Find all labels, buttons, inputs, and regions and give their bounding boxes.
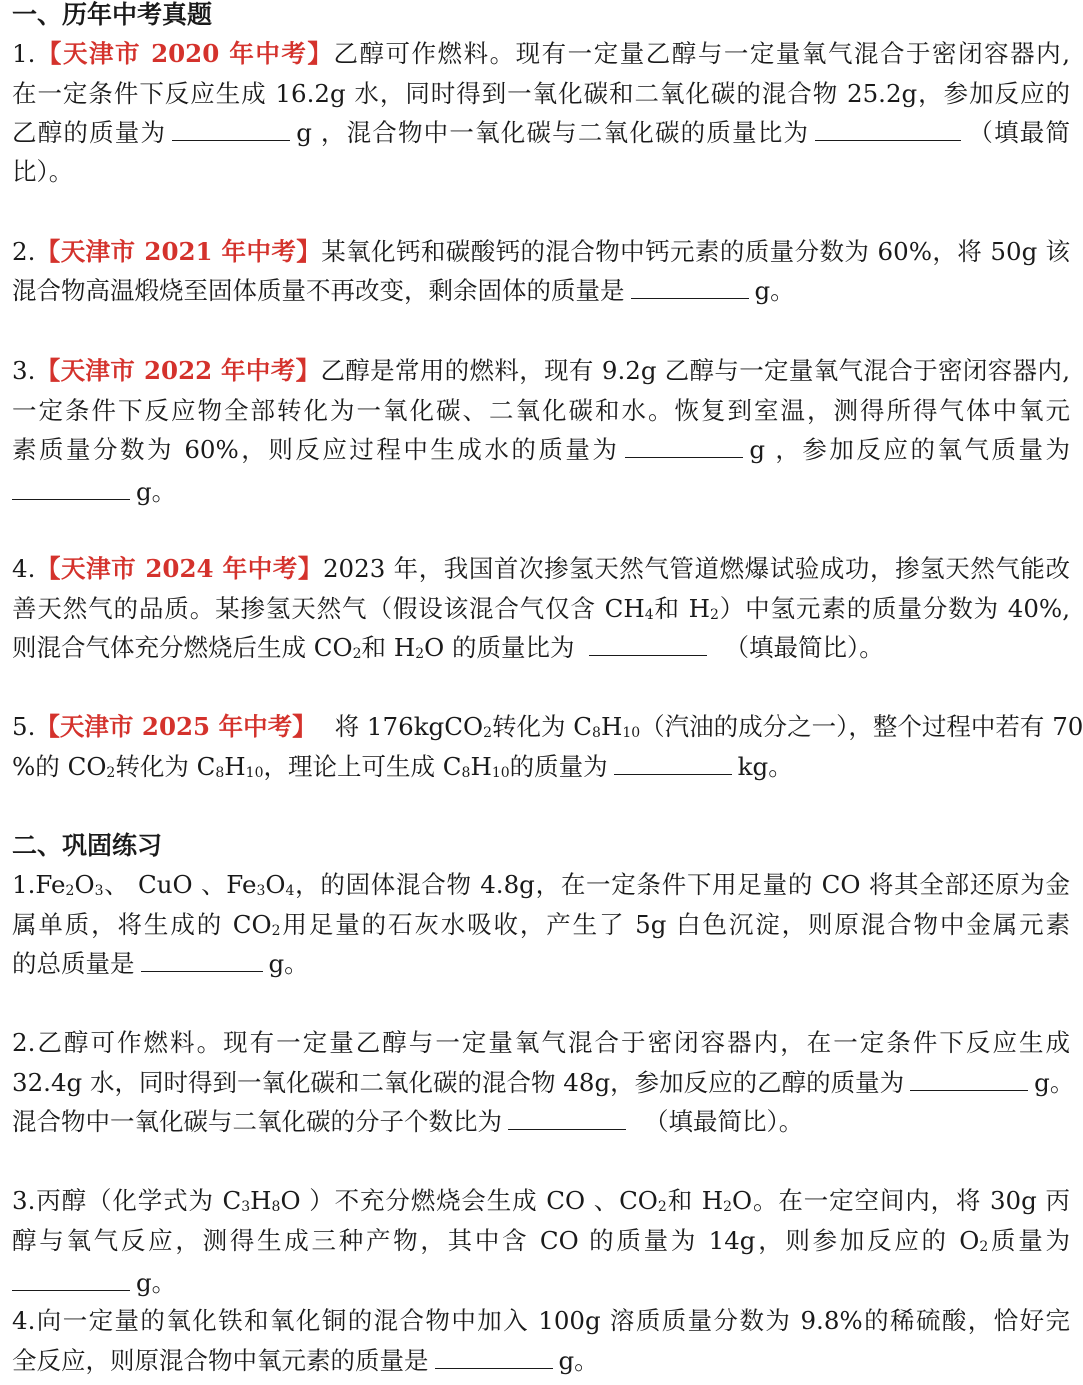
exercise-2-line-2: [12, 1068, 1075, 1098]
section-heading-1: 一、历年中考真题: [12, 0, 213, 29]
answer-blank[interactable]: [435, 1346, 553, 1369]
answer-blank[interactable]: [614, 752, 732, 775]
question-text: g ，参加反应的氧气质量为: [749, 435, 1070, 464]
subscript: 2: [106, 765, 116, 781]
question-3-line-2: 一定条件下反应物全部转化为一氧化碳、二氧化碳和水。恢复到室温，测得所得气体中氧元: [12, 396, 1070, 425]
exercise-1-line-1: [12, 870, 1070, 900]
question-text: g。: [754, 276, 795, 305]
subscript: 2: [723, 1199, 733, 1215]
subscript: 2: [979, 1239, 989, 1255]
question-text: O: [265, 870, 286, 899]
exercise-3-line-2: [12, 1226, 1070, 1256]
question-text: 乙醇可作燃料。现有一定量乙醇与一定量氧气混合于密闭容器内,: [333, 39, 1070, 68]
question-text: 用足量的石灰水吸收，产生了 5g 白色沉淀，则原混合物中金属元素: [280, 910, 1070, 939]
question-text: 善天然气的品质。某掺氢天然气（假设该混合气仅含 CH: [12, 594, 645, 623]
question-3-line-3: [12, 435, 1070, 465]
subscript: 2: [709, 607, 719, 623]
question-text: O 的质量比为: [424, 633, 575, 662]
subscript: 8: [271, 1199, 281, 1215]
subscript: 3: [94, 883, 104, 899]
subscript: 2: [483, 725, 492, 741]
subscript: 4: [644, 607, 654, 623]
question-text: 质量为: [988, 1226, 1070, 1255]
answer-blank[interactable]: [12, 1268, 130, 1291]
question-1-line-4: 比）。: [12, 157, 74, 186]
answer-blank[interactable]: [589, 633, 707, 656]
answer-blank[interactable]: [12, 477, 130, 500]
question-text: 全反应，则原混合物中氧元素的质量是: [12, 1346, 429, 1375]
subscript: 10: [245, 765, 264, 781]
exam-source-tag: 【天津市 2021 年中考】: [35, 237, 322, 266]
subscript: 3: [256, 883, 266, 899]
exam-source-tag: 【天津市 2022 年中考】: [35, 356, 321, 385]
question-text: g ，混合物中一氧化碳与二氧化碳的质量比为: [296, 118, 810, 147]
question-text: O ）不充分燃烧会生成 CO 、CO: [280, 1186, 658, 1215]
question-text: 醇与氧气反应，测得生成三种产物，其中含 CO 的质量为 14g，则参加反应的 O: [12, 1226, 980, 1255]
answer-blank[interactable]: [508, 1107, 626, 1130]
question-text: kg。: [737, 752, 793, 781]
question-text: O。在一定空间内，将 30g 丙: [732, 1186, 1070, 1215]
question-3-line-1: [12, 356, 1070, 386]
question-2-line-1: [12, 237, 1070, 267]
question-text: （填最简: [967, 118, 1070, 147]
subscript: 4: [285, 883, 295, 899]
exercise-4-line-1: 4.向一定量的氧化铁和氧化铜的混合物中加入 100g 溶质质量分数为 9.8%的稀硫酸，恰好完: [12, 1306, 1070, 1335]
question-text: （填最简比）。: [724, 633, 884, 662]
subscript: 10: [622, 725, 641, 741]
exam-source-tag: 【天津市 2020 年中考】: [35, 39, 334, 68]
question-text: 某氧化钙和碳酸钙的混合物中钙元素的质量分数为 60%，将 50g 该: [321, 237, 1070, 266]
question-5-line-1: [12, 712, 1083, 742]
question-text: 和 H: [361, 633, 416, 662]
exercise-3-line-1: [12, 1186, 1070, 1216]
answer-blank[interactable]: [172, 118, 290, 141]
question-text: 、 CuO 、Fe: [103, 870, 257, 899]
exercise-2-line-3: [12, 1107, 1070, 1137]
question-1-line-3: [12, 118, 1070, 148]
question-text: 3.丙醇（化学式为 C: [12, 1186, 242, 1215]
question-text: 和 H: [653, 594, 710, 623]
question-text: 32.4g 水，同时得到一氧化碳和二氧化碳的混合物 48g，参加反应的乙醇的质量为: [12, 1068, 905, 1097]
question-text: ，的固体混合物 4.8g，在一定条件下用足量的 CO 将其全部还原为金: [294, 870, 1070, 899]
subscript: 10: [491, 765, 510, 781]
question-3-line-4: [12, 477, 1070, 507]
question-text: 1.Fe: [12, 870, 66, 899]
question-number: 4.: [12, 554, 36, 583]
question-text: 乙醇的质量为: [12, 118, 167, 147]
question-text: %的 CO: [12, 752, 107, 781]
question-text: 的总质量是: [12, 949, 135, 978]
subscript: 2: [657, 1199, 667, 1215]
question-text: 则混合气体充分燃烧后生成 CO: [12, 633, 353, 662]
question-5-line-2: [12, 752, 1070, 782]
question-text: 混合物高温煅烧至固体质量不再改变，剩余固体的质量是: [12, 276, 625, 305]
question-1-line-1: [12, 39, 1070, 69]
question-text: g。: [1034, 1068, 1075, 1097]
exam-source-tag: 【天津市 2024 年中考】: [35, 554, 323, 583]
question-number: 5.: [12, 712, 36, 741]
section-heading-2: 二、巩固练习: [12, 831, 163, 860]
question-text: O: [74, 870, 95, 899]
question-text: g。: [136, 477, 177, 506]
question-text: H: [600, 712, 623, 741]
subscript: 3: [241, 1199, 251, 1215]
question-text: （汽油的成分之一），整个过程中若有 70: [640, 712, 1083, 741]
question-2-line-2: [12, 276, 1070, 306]
question-text: g。: [558, 1346, 599, 1375]
exercise-2-line-1: 2.乙醇可作燃料。现有一定量乙醇与一定量氧气混合于密闭容器内，在一定条件下反应生成: [12, 1028, 1070, 1057]
question-number: 1.: [12, 39, 36, 68]
subscript: 2: [415, 646, 425, 662]
question-text: g。: [268, 949, 309, 978]
question-4-line-3: [12, 633, 1070, 663]
question-1-line-2: 在一定条件下反应生成 16.2g 水，同时得到一氧化碳和二氧化碳的混合物 25.2g，参加反应的: [12, 79, 1070, 108]
question-4-line-1: [12, 554, 1070, 584]
question-text: 乙醇是常用的燃料，现有 9.2g 乙醇与一定量氧气混合于密闭容器内,: [320, 356, 1070, 385]
question-text: H: [470, 752, 492, 781]
question-text: 转化为 C: [115, 752, 216, 781]
exercise-1-line-3: [12, 949, 1070, 979]
question-text: H: [224, 752, 246, 781]
subscript: 8: [592, 725, 601, 741]
subscript: 2: [65, 883, 75, 899]
question-number: 3.: [12, 356, 36, 385]
question-text: 2023 年，我国首次掺氢天然气管道燃爆试验成功，掺氢天然气能改: [322, 554, 1071, 583]
subscript: 2: [271, 923, 281, 939]
question-text: 素质量分数为 60%，则反应过程中生成水的质量为: [12, 435, 620, 464]
question-text: ，理论上可生成 C: [263, 752, 462, 781]
question-text: 将 176kgCO: [334, 712, 484, 741]
subscript: 8: [215, 765, 225, 781]
answer-blank[interactable]: [141, 949, 263, 972]
question-number: 2.: [12, 237, 36, 266]
question-text: 的质量为: [509, 752, 608, 781]
answer-blank[interactable]: [910, 1068, 1028, 1091]
question-text: 属单质，将生成的 CO: [12, 910, 272, 939]
question-text: 和 H: [666, 1186, 724, 1215]
exercise-3-line-3: [12, 1268, 1070, 1298]
exercise-1-line-2: [12, 910, 1070, 940]
answer-blank[interactable]: [631, 276, 749, 299]
exam-source-tag: 【天津市 2025 年中考】: [35, 712, 317, 741]
subscript: 2: [352, 646, 362, 662]
answer-blank[interactable]: [815, 118, 961, 141]
question-text: ）中氢元素的质量分数为 40%,: [718, 594, 1070, 623]
answer-blank[interactable]: [625, 435, 743, 458]
question-text: 混合物中一氧化碳与二氧化碳的分子个数比为: [12, 1107, 502, 1136]
question-text: （填最简比）。: [644, 1107, 804, 1136]
subscript: 8: [461, 765, 471, 781]
question-text: g。: [136, 1268, 177, 1297]
question-4-line-2: [12, 594, 1070, 624]
question-text: 转化为 C: [491, 712, 593, 741]
question-text: H: [250, 1186, 272, 1215]
exercise-4-line-2: [12, 1346, 1070, 1376]
